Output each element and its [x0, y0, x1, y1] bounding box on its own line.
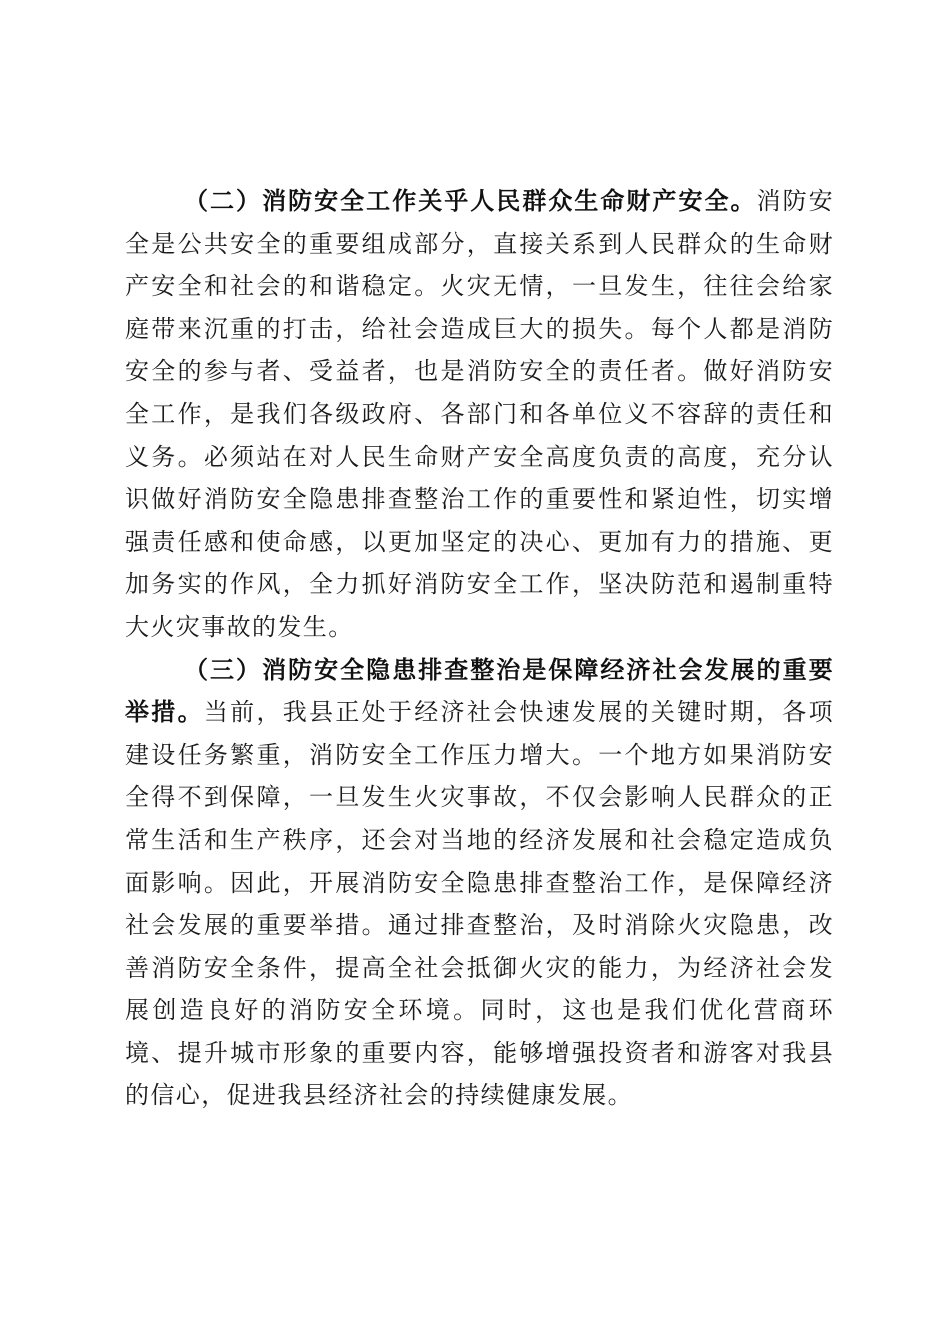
document-body: [125, 180, 834, 1117]
paragraph-3: [125, 649, 834, 1118]
paragraph-text-3: 当前，我县正处于经济社会快速发展的关键时期，各项建设任务繁重，消防安全工作压力增大。一个地方如果消防安全得不到保障，一旦发生火灾事故，不仅会影响人民群众的正常生活和生产秩序，还会对当地的经济发展和社会稳定造成负面影响。因此，开展消防安全隐患排查整治工作，是保障经济社会发展的重要举措。通过排查整治，及时消除火灾隐患，改善消防安全条件，提高全社会抵御火灾的能力，为经济社会发展创造良好的消防安全环境。同时，这也是我们优化营商环境、提升城市形象的重要内容，能够增强投资者和游客对我县的信心，促进我县经济社会的持续健康发展。: [125, 698, 835, 1110]
paragraph-heading-3: （三）消防安全隐患排查整治是保障经济社会发展的重要举措。: [125, 655, 834, 727]
paragraph-text-2: 消防安全是公共安全的重要组成部分，直接关系到人民群众的生命财产安全和社会的和谐稳定。火灾无情，一旦发生，往往会给家庭带来沉重的打击，给社会造成巨大的损失。每个人都是消防安全的参与者、受益者，也是消防安全的责任者。做好消防安全工作，是我们各级政府、各部门和各单位义不容辞的责任和义务。必须站在对人民生命财产安全高度负责的高度，充分认识做好消防安全隐患排查整治工作的重要性和紧迫性，切实增强责任感和使命感，以更加坚定的决心、更加有力的措施、更加务实的作风，全力抓好消防安全工作，坚决防范和遏制重特大火灾事故的发生。: [125, 187, 834, 641]
paragraph-2: [125, 180, 834, 649]
paragraph-heading-2: （二）消防安全工作关乎人民群众生命财产安全。: [184, 187, 757, 215]
